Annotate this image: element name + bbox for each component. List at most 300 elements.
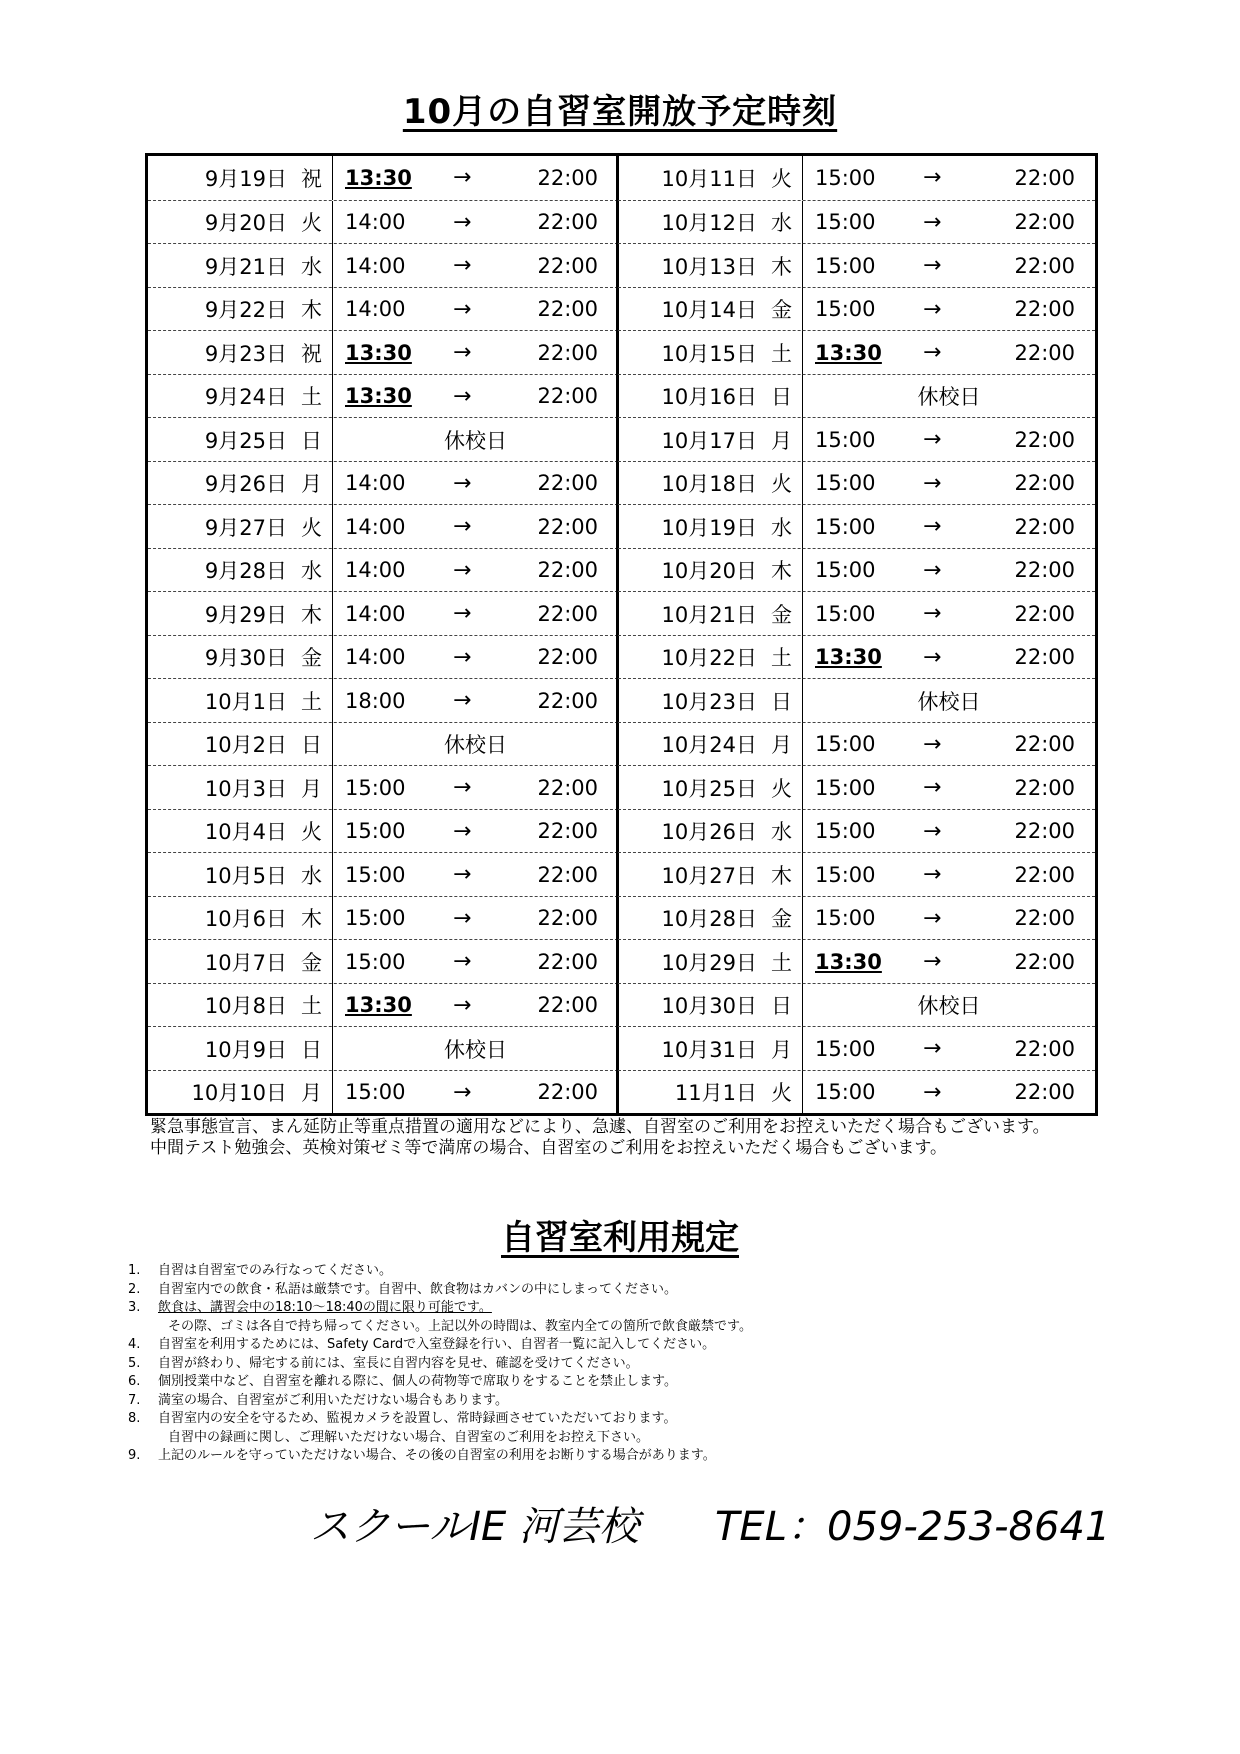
end-time: 22:00 [537,210,598,235]
start-time: 15:00 [815,775,876,800]
date-cell [148,810,326,854]
date-label: 10月6日 [204,907,287,932]
end-time: 22:00 [1014,514,1075,539]
schedule-row [618,200,1095,245]
time-cell [803,592,1095,636]
rule-text: 飲食は、講習会中の18:10～18:40の間に限り可能です。 [158,1300,492,1315]
rule-text: 上記のルールを守っていただけない場合、その後の自習室の利用をお断りする場合があります。 [158,1448,716,1463]
time-cell [333,810,618,854]
start-time: 15:00 [815,1036,876,1061]
weekday-label: 土 [301,385,322,410]
date-label: 10月11日 [661,166,757,191]
end-time: 22:00 [537,819,598,844]
time-cell [333,853,618,897]
rule-item [128,1447,1128,1466]
date-cell [148,984,326,1028]
rule-number: 8. [128,1411,141,1426]
note-emergency: 緊急事態宣言、まん延防止等重点措置の適用などにより、急遽、自習室のご利用をお控えいただく場合もございます。 [150,1117,1050,1137]
weekday-label: 祝 [301,341,322,366]
date-cell [618,375,796,419]
page-title: 10月の自習室開放予定時刻 [402,92,838,132]
end-time: 22:00 [537,688,598,713]
time-cell [333,549,618,593]
arrow-icon: → [453,862,472,888]
schedule-row [148,852,618,897]
weekday-label: 火 [301,515,322,540]
date-label: 9月27日 [204,515,287,540]
start-time: 14:00 [345,558,406,583]
start-time: 18:00 [345,688,406,713]
closed-label: 休校日 [444,733,507,758]
arrow-icon: → [923,340,942,366]
weekday-label: 月 [301,1081,322,1106]
end-time: 22:00 [1014,1080,1075,1105]
start-time: 13:30 [815,645,882,670]
time-cell [803,549,1095,593]
rule-number: 7. [128,1392,141,1408]
time-cell [333,418,618,462]
rule-number: 6. [128,1374,141,1389]
start-time: 14:00 [345,210,406,235]
time-cell [803,810,1095,854]
date-cell [618,1071,796,1115]
arrow-icon: → [923,296,942,322]
date-cell [618,940,796,984]
time-cell [333,592,618,636]
arrow-icon: → [453,1079,472,1105]
rule-number: 2. [128,1281,141,1297]
arrow-icon: → [453,688,472,714]
date-label: 9月24日 [204,385,287,410]
start-time: 13:30 [815,949,882,974]
end-time: 22:00 [1014,645,1075,670]
schedule-row [148,983,618,1028]
weekday-label: 火 [301,211,322,236]
date-cell [148,156,326,200]
date-label: 10月9日 [204,1037,287,1062]
schedule-row [148,939,618,984]
date-label: 10月8日 [204,994,287,1019]
date-cell [618,288,796,332]
schedule-row [148,461,618,506]
date-label: 11月1日 [674,1081,757,1106]
start-time: 15:00 [815,558,876,583]
arrow-icon: → [923,253,942,279]
weekday-label: 土 [771,341,792,366]
weekday-label: 火 [771,1081,792,1106]
start-time: 15:00 [815,1080,876,1105]
date-label: 9月20日 [204,211,287,236]
schedule-row [148,417,618,462]
schedule-row [148,722,618,767]
date-label: 10月17日 [661,428,757,453]
date-label: 10月5日 [204,863,287,888]
start-time: 15:00 [345,775,406,800]
rule-item [128,1262,1128,1281]
arrow-icon: → [923,557,942,583]
weekday-label: 金 [771,602,792,627]
start-time: 15:00 [345,819,406,844]
time-cell [333,505,618,549]
rule-item [128,1336,1128,1355]
arrow-icon: → [453,296,472,322]
date-cell [148,549,326,593]
arrow-icon: → [453,253,472,279]
date-cell [148,766,326,810]
arrow-icon: → [453,165,472,191]
schedule-row [148,548,618,593]
schedule-row [618,330,1095,375]
schedule-row [618,1070,1095,1115]
schedule-row [148,635,618,680]
rule-item [128,1392,1128,1411]
start-time: 15:00 [815,819,876,844]
weekday-label: 日 [771,994,792,1019]
date-label: 10月26日 [661,820,757,845]
schedule-row [148,765,618,810]
date-cell [148,1071,326,1115]
date-label: 10月7日 [204,950,287,975]
date-label: 10月13日 [661,254,757,279]
schedule-row [618,635,1095,680]
weekday-label: 水 [771,820,792,845]
weekday-label: 月 [771,1037,792,1062]
weekday-label: 土 [301,689,322,714]
start-time: 14:00 [345,514,406,539]
time-cell [803,723,1095,767]
date-label: 10月12日 [661,211,757,236]
start-time: 15:00 [815,297,876,322]
rule-item [128,1281,1128,1300]
date-cell [618,984,796,1028]
date-label: 9月21日 [204,254,287,279]
date-cell [618,1027,796,1071]
arrow-icon: → [923,862,942,888]
date-label: 10月20日 [661,559,757,584]
end-time: 22:00 [1014,165,1075,190]
date-cell [618,201,796,245]
schedule-row [148,243,618,288]
weekday-label: 月 [771,733,792,758]
time-cell [803,940,1095,984]
date-cell [148,201,326,245]
time-cell [333,288,618,332]
rules-list [128,1262,1128,1466]
date-label: 9月29日 [204,602,287,627]
arrow-icon: → [453,992,472,1018]
start-time: 15:00 [345,862,406,887]
start-time: 14:00 [345,297,406,322]
schedule-row [148,330,618,375]
schedule-row [148,591,618,636]
rule-item [128,1410,1128,1429]
schedule-row [618,1026,1095,1071]
date-label: 10月27日 [661,863,757,888]
time-cell [333,1071,618,1115]
date-cell [148,375,326,419]
date-label: 10月24日 [661,733,757,758]
schedule-row [618,809,1095,854]
rule-text: 自習室内の安全を守るため、監視カメラを設置し、常時録画させていただいております。 [158,1411,677,1426]
weekday-label: 火 [771,166,792,191]
rule-text: 自習が終わり、帰宅する前には、室長に自習内容を見せ、確認を受けてください。 [158,1355,639,1371]
closed-label: 休校日 [917,994,981,1019]
rules-title: 自習室利用規定 [501,1218,739,1258]
schedule-row [618,504,1095,549]
schedule-left-column [148,156,618,1113]
time-cell [803,375,1095,419]
start-time: 13:30 [345,340,412,365]
end-time: 22:00 [537,775,598,800]
end-time: 22:00 [537,340,598,365]
schedule-row [148,1026,618,1071]
schedule-right-column [618,156,1095,1113]
date-label: 10月16日 [661,385,757,410]
time-cell [803,331,1095,375]
date-cell [148,853,326,897]
arrow-icon: → [453,601,472,627]
end-time: 22:00 [1014,819,1075,844]
end-time: 22:00 [537,165,598,190]
schedule-row [618,156,1095,200]
date-label: 9月22日 [204,298,287,323]
date-cell [618,331,796,375]
rule-text: 自習室内での飲食・私語は厳禁です。自習中、飲食物はカバンの中にしまってください。 [158,1281,677,1297]
date-label: 9月28日 [204,559,287,584]
date-label: 10月18日 [661,472,757,497]
rule-number: 1. [128,1263,141,1278]
arrow-icon: → [923,949,942,975]
weekday-label: 土 [301,994,322,1019]
time-cell [803,853,1095,897]
date-cell [618,418,796,462]
weekday-label: 木 [301,907,322,932]
date-cell [618,462,796,506]
weekday-label: 日 [301,733,322,758]
closed-label: 休校日 [444,428,507,453]
date-cell [618,505,796,549]
date-label: 9月26日 [204,472,287,497]
arrow-icon: → [923,1079,942,1105]
time-cell [333,462,618,506]
arrow-icon: → [923,470,942,496]
schedule-row [148,374,618,419]
weekday-label: 月 [301,472,322,497]
arrow-icon: → [923,818,942,844]
weekday-label: 金 [301,646,322,671]
weekday-label: 日 [301,428,322,453]
end-time: 22:00 [537,558,598,583]
date-label: 9月30日 [204,646,287,671]
time-cell [803,244,1095,288]
weekday-label: 祝 [301,166,322,191]
time-cell [803,679,1095,723]
schedule-row [148,678,618,723]
time-cell [333,984,618,1028]
date-cell [148,636,326,680]
arrow-icon: → [923,1036,942,1062]
schedule-row [148,1070,618,1115]
start-time: 15:00 [815,210,876,235]
arrow-icon: → [453,644,472,670]
date-cell [618,549,796,593]
schedule-row [618,243,1095,288]
date-cell [148,505,326,549]
date-cell [618,592,796,636]
end-time: 22:00 [537,297,598,322]
weekday-label: 水 [771,211,792,236]
rule-number: 3. [128,1300,141,1315]
end-time: 22:00 [537,862,598,887]
schedule-row [618,983,1095,1028]
start-time: 15:00 [815,471,876,496]
date-cell [148,462,326,506]
closed-label: 休校日 [917,689,981,714]
schedule-row [618,722,1095,767]
date-label: 10月4日 [204,820,287,845]
weekday-label: 日 [771,385,792,410]
start-time: 14:00 [345,471,406,496]
arrow-icon: → [923,905,942,931]
start-time: 14:00 [345,601,406,626]
time-cell [333,897,618,941]
date-label: 10月19日 [661,515,757,540]
rule-number: 4. [128,1337,141,1352]
arrow-icon: → [923,601,942,627]
start-time: 13:30 [345,993,412,1018]
arrow-icon: → [923,731,942,757]
schedule-row [148,809,618,854]
date-cell [148,897,326,941]
end-time: 22:00 [537,906,598,931]
schedule-row [618,374,1095,419]
start-time: 15:00 [815,862,876,887]
schedule-row [618,591,1095,636]
schedule-row [618,896,1095,941]
end-time: 22:00 [537,253,598,278]
rule-text: その際、ゴミは各自で持ち帰ってください。上記以外の時間は、教室内全ての箇所で飲食厳禁です。 [168,1318,752,1334]
weekday-label: 水 [301,254,322,279]
start-time: 15:00 [815,165,876,190]
date-label: 10月15日 [661,341,757,366]
date-label: 10月2日 [204,733,287,758]
time-cell [803,288,1095,332]
date-label: 10月10日 [191,1081,287,1106]
weekday-label: 金 [771,298,792,323]
schedule-row [148,896,618,941]
time-cell [333,679,618,723]
end-time: 22:00 [1014,471,1075,496]
end-time: 22:00 [1014,297,1075,322]
rule-text: 自習中の録画に関し、ご理解いただけない場合、自習室のご利用をお控え下さい。 [168,1429,650,1445]
weekday-label: 日 [771,689,792,714]
date-cell [148,288,326,332]
time-cell [803,418,1095,462]
date-label: 10月1日 [204,689,287,714]
rule-text: 満室の場合、自習室がご利用いただけない場合もあります。 [158,1392,508,1408]
start-time: 15:00 [815,514,876,539]
arrow-icon: → [923,427,942,453]
arrow-icon: → [453,209,472,235]
arrow-icon: → [453,470,472,496]
end-time: 22:00 [537,384,598,409]
arrow-icon: → [453,949,472,975]
schedule-row [618,287,1095,332]
rule-item [128,1318,1128,1337]
weekday-label: 月 [771,428,792,453]
date-cell [618,897,796,941]
schedule-row [148,287,618,332]
start-time: 15:00 [815,253,876,278]
weekday-label: 火 [771,776,792,801]
time-cell [333,244,618,288]
time-cell [803,1027,1095,1071]
date-cell [148,244,326,288]
time-cell [333,201,618,245]
end-time: 22:00 [1014,601,1075,626]
start-time: 15:00 [345,906,406,931]
closed-label: 休校日 [917,385,981,410]
schedule-row [618,765,1095,810]
schedule-row [148,156,618,200]
arrow-icon: → [453,557,472,583]
date-cell [618,156,796,200]
time-cell [333,766,618,810]
date-cell [148,723,326,767]
time-cell [803,462,1095,506]
weekday-label: 木 [771,254,792,279]
rule-text: 自習は自習室でのみ行なってください。 [158,1263,393,1278]
end-time: 22:00 [537,949,598,974]
end-time: 22:00 [1014,427,1075,452]
time-cell [333,723,618,767]
end-time: 22:00 [1014,732,1075,757]
arrow-icon: → [453,775,472,801]
date-label: 10月3日 [204,776,287,801]
date-label: 9月19日 [204,166,287,191]
weekday-label: 土 [771,646,792,671]
date-label: 9月23日 [204,341,287,366]
end-time: 22:00 [537,645,598,670]
weekday-label: 日 [301,1037,322,1062]
date-label: 10月14日 [661,298,757,323]
end-time: 22:00 [1014,862,1075,887]
rule-item [128,1429,1128,1448]
time-cell [333,331,618,375]
weekday-label: 土 [771,950,792,975]
schedule-row [618,548,1095,593]
closed-label: 休校日 [444,1037,507,1062]
weekday-label: 木 [771,559,792,584]
rule-text: 自習室を利用するためには、Safety Cardで入室登録を行い、自習者一覧に記入してください。 [158,1337,716,1352]
date-cell [618,679,796,723]
time-cell [333,375,618,419]
time-cell [333,636,618,680]
date-label: 10月25日 [661,776,757,801]
date-label: 10月30日 [661,994,757,1019]
start-time: 14:00 [345,253,406,278]
rule-item [128,1299,1128,1318]
start-time: 15:00 [815,427,876,452]
date-cell [618,636,796,680]
date-label: 9月25日 [204,428,287,453]
date-cell [618,723,796,767]
rule-item [128,1373,1128,1392]
arrow-icon: → [923,514,942,540]
end-time: 22:00 [537,471,598,496]
date-cell [148,940,326,984]
date-label: 10月28日 [661,907,757,932]
